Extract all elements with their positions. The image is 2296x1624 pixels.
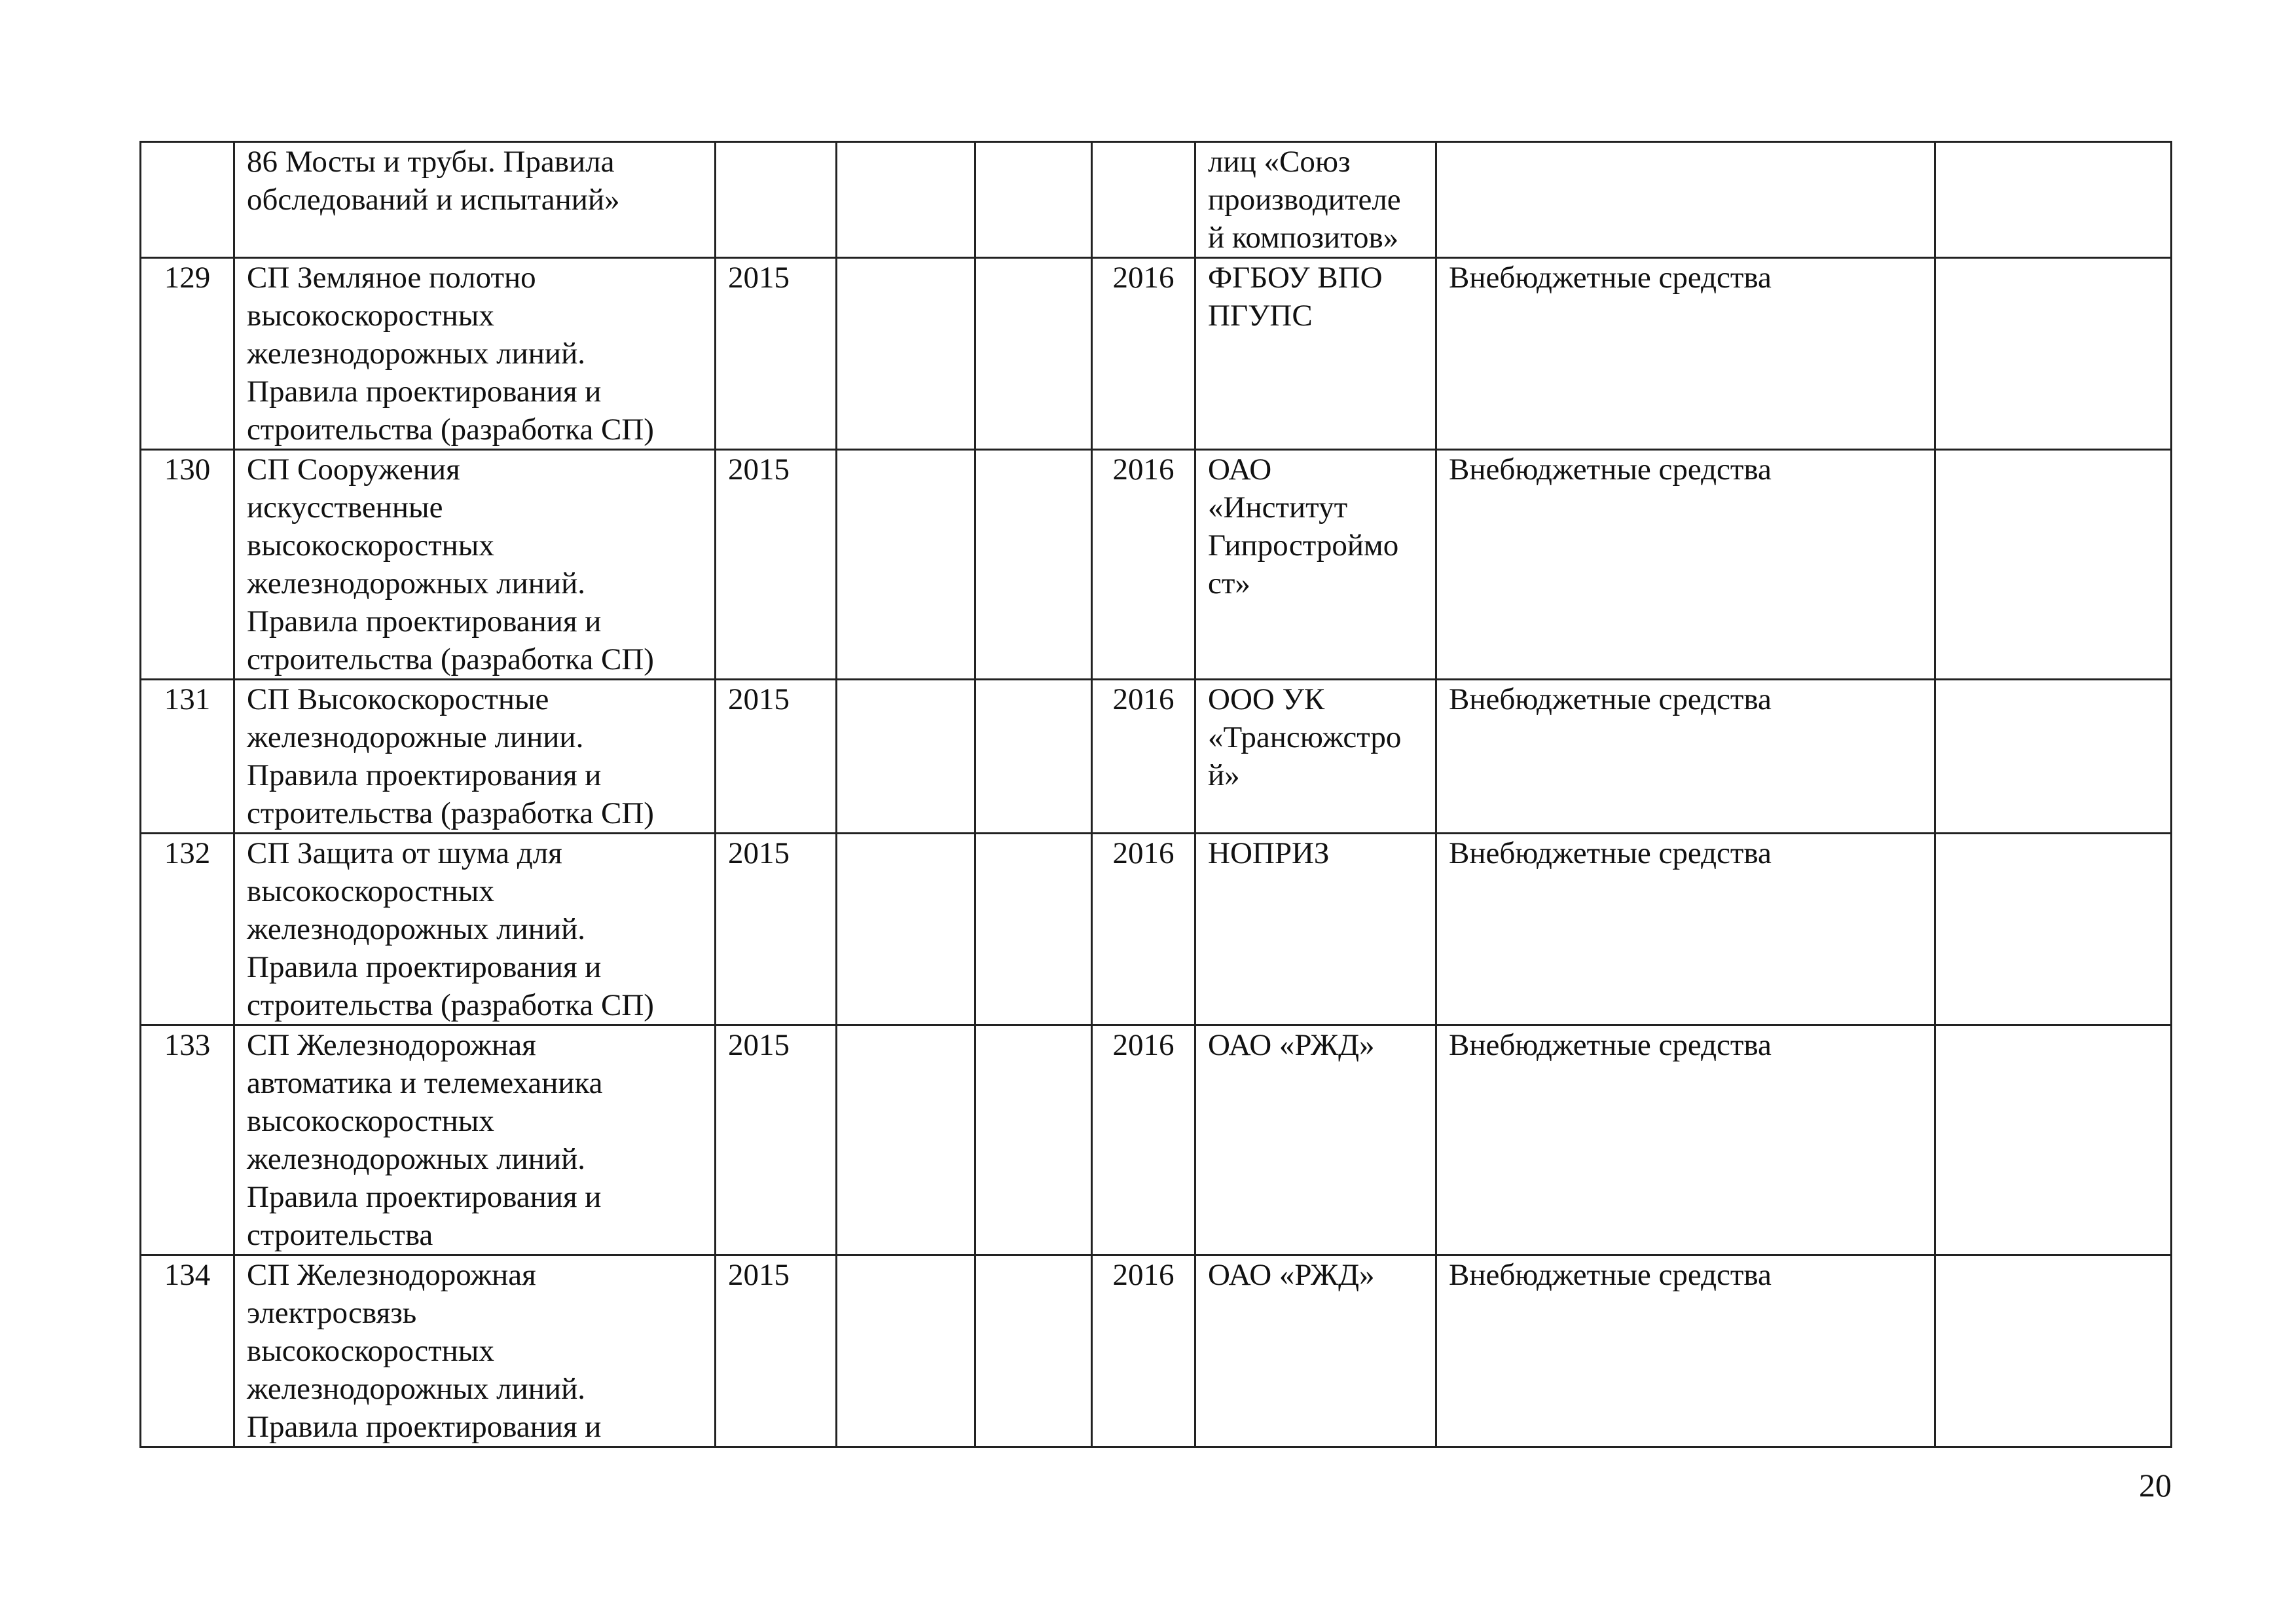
table-row bbox=[141, 450, 2172, 680]
cell-end-year: 2016 bbox=[1092, 450, 1195, 680]
cell-empty bbox=[837, 450, 975, 680]
cell-end-year: 2016 bbox=[1092, 1025, 1195, 1255]
cell-end-year: 2016 bbox=[1092, 680, 1195, 834]
cell-executor bbox=[1195, 680, 1436, 834]
table-row bbox=[141, 1255, 2172, 1447]
cell-title bbox=[234, 1255, 716, 1447]
cell-empty bbox=[1935, 1255, 2172, 1447]
cell-executor bbox=[1195, 1025, 1436, 1255]
cell-executor bbox=[1195, 834, 1436, 1025]
title-text: СП Железнодорожная автоматика и телемеханика высокоскоростных железнодорожных линий. Правила проектирования и строительства bbox=[247, 1028, 603, 1252]
title-text: СП Защита от шума для высокоскоростных железнодорожных линий. Правила проектирования и строительства (разработка СП) bbox=[247, 836, 654, 1022]
cell-empty bbox=[1935, 258, 2172, 450]
table-row bbox=[141, 1025, 2172, 1255]
cell-start-year: 2015 bbox=[716, 450, 837, 680]
cell-empty bbox=[716, 142, 837, 258]
cell-empty bbox=[1092, 142, 1195, 258]
cell-title bbox=[234, 450, 716, 680]
title-text: 86 Мосты и трубы. Правила обследований и испытаний» bbox=[247, 145, 620, 217]
cell-executor bbox=[1195, 258, 1436, 450]
cell-start-year: 2015 bbox=[716, 1025, 837, 1255]
cell-title bbox=[234, 258, 716, 450]
cell-funding: Внебюджетные средства bbox=[1436, 1025, 1935, 1255]
cell-empty bbox=[837, 258, 975, 450]
cell-empty bbox=[975, 450, 1092, 680]
cell-title bbox=[234, 680, 716, 834]
cell-num: 132 bbox=[141, 834, 234, 1025]
cell-empty bbox=[975, 1025, 1092, 1255]
cell-num: 130 bbox=[141, 450, 234, 680]
cell-start-year: 2015 bbox=[716, 258, 837, 450]
executor-text: ОАО «РЖД» bbox=[1208, 1028, 1375, 1062]
title-text: СП Железнодорожная электросвязь высокоскоростных железнодорожных линий. Правила проектирования и bbox=[247, 1258, 602, 1444]
cell-start-year: 2015 bbox=[716, 1255, 837, 1447]
cell-empty bbox=[1935, 142, 2172, 258]
cell-start-year: 2015 bbox=[716, 680, 837, 834]
title-text: СП Земляное полотно высокоскоростных железнодорожных линий. Правила проектирования и строительства (разработка СП) bbox=[247, 261, 654, 447]
cell-funding: Внебюджетные средства bbox=[1436, 1255, 1935, 1447]
executor-text: ОАО «Институт Гипростроймо ст» bbox=[1208, 452, 1399, 600]
cell-start-year: 2015 bbox=[716, 834, 837, 1025]
executor-text: ФГБОУ ВПО ПГУПС bbox=[1208, 261, 1383, 333]
cell-executor bbox=[1195, 1255, 1436, 1447]
cell-empty bbox=[837, 834, 975, 1025]
cell-title bbox=[234, 142, 716, 258]
page-number: 20 bbox=[2139, 1467, 2172, 1504]
cell-executor bbox=[1195, 142, 1436, 258]
cell-funding: Внебюджетные средства bbox=[1436, 258, 1935, 450]
cell-num: 134 bbox=[141, 1255, 234, 1447]
cell-funding: Внебюджетные средства bbox=[1436, 450, 1935, 680]
table-row bbox=[141, 680, 2172, 834]
table-row bbox=[141, 834, 2172, 1025]
cell-empty bbox=[837, 680, 975, 834]
cell-empty bbox=[975, 258, 1092, 450]
cell-empty bbox=[975, 142, 1092, 258]
cell-empty bbox=[975, 834, 1092, 1025]
title-text: СП Высокоскоростные железнодорожные линии. Правила проектирования и строительства (разработка СП) bbox=[247, 682, 654, 830]
cell-empty bbox=[1935, 450, 2172, 680]
executor-text: ОАО «РЖД» bbox=[1208, 1258, 1375, 1292]
cell-empty bbox=[1935, 680, 2172, 834]
cell-num: 129 bbox=[141, 258, 234, 450]
cell-title bbox=[234, 1025, 716, 1255]
plan-table bbox=[139, 141, 2172, 1448]
cell-empty bbox=[975, 680, 1092, 834]
cell-num bbox=[141, 142, 234, 258]
cell-empty bbox=[837, 1025, 975, 1255]
cell-empty bbox=[975, 1255, 1092, 1447]
cell-empty bbox=[837, 1255, 975, 1447]
cell-funding: Внебюджетные средства bbox=[1436, 680, 1935, 834]
cell-empty bbox=[837, 142, 975, 258]
cell-empty bbox=[1935, 1025, 2172, 1255]
table-row bbox=[141, 258, 2172, 450]
title-text: СП Сооружения искусственные высокоскоростных железнодорожных линий. Правила проектирования и строительства (разработка СП) bbox=[247, 452, 654, 676]
executor-text: НОПРИЗ bbox=[1208, 836, 1330, 870]
cell-executor bbox=[1195, 450, 1436, 680]
cell-num: 131 bbox=[141, 680, 234, 834]
cell-title bbox=[234, 834, 716, 1025]
executor-text: лиц «Союз производителе й композитов» bbox=[1208, 145, 1401, 255]
cell-end-year: 2016 bbox=[1092, 834, 1195, 1025]
cell-funding bbox=[1436, 142, 1935, 258]
executor-text: ООО УК «Трансюжстро й» bbox=[1208, 682, 1402, 792]
cell-end-year: 2016 bbox=[1092, 1255, 1195, 1447]
cell-end-year: 2016 bbox=[1092, 258, 1195, 450]
table-row-continued bbox=[141, 142, 2172, 258]
cell-empty bbox=[1935, 834, 2172, 1025]
cell-num: 133 bbox=[141, 1025, 234, 1255]
cell-funding: Внебюджетные средства bbox=[1436, 834, 1935, 1025]
